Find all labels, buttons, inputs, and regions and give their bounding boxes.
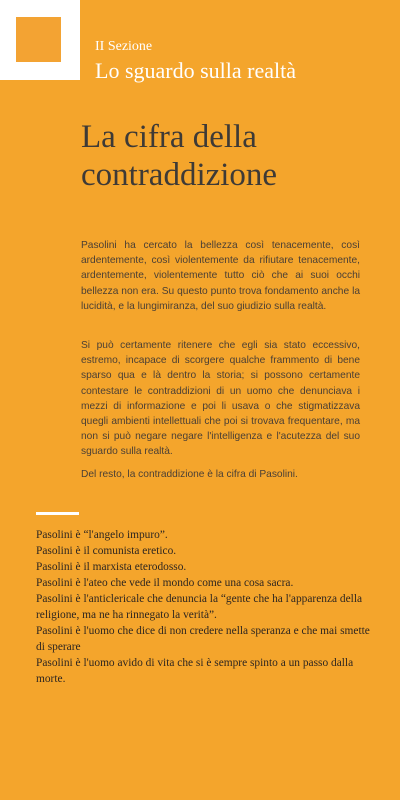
quote-list xyxy=(36,527,376,687)
corner-orange-square xyxy=(16,17,61,62)
section-title: Lo sguardo sulla realtà xyxy=(95,58,296,83)
quote-item: Pasolini è l'uomo che dice di non credere nella speranza e che mai smette di sperare xyxy=(36,625,370,653)
quote-item: Pasolini è “l'angelo impuro”. xyxy=(36,529,168,541)
body-paragraph-3: Del resto, la contraddizione è la cifra di Pasolini. xyxy=(81,469,298,480)
quote-item: Pasolini è il marxista eterodosso. xyxy=(36,561,187,573)
section-label: II Sezione xyxy=(95,39,153,54)
page-title: La cifra della contraddizione xyxy=(81,119,278,193)
body-paragraph-2: Si può certamente ritenere che egli sia stato eccessivo, estremo, incapace di scorgere qualche frammento di bene sparso qua e là dentro la storia; si possono certamente contestare le contraddizioni di un uomo che denunciava i mezzi di informazione e poi li usava o che stigmatizzava quegli ambienti intellettuali che poi si trovava frequentare, ma non si può negare negare l'intelligenza e l'acutezza del suo sguardo sulla realtà. xyxy=(81,340,360,458)
section-divider xyxy=(36,512,79,515)
quote-item: Pasolini è l'ateo che vede il mondo come una cosa sacra. xyxy=(36,577,294,589)
quote-item: Pasolini è l'uomo avido di vita che si è sempre spinto a un passo dalla morte. xyxy=(36,657,354,685)
quote-item: Pasolini è l'anticlericale che denuncia la “gente che ha l'apparenza della religione, ma ne ha rinnegato la verità”. xyxy=(36,593,363,621)
body-paragraph-1: Pasolini ha cercato la bellezza così tenacemente, così ardentemente, così violentemente da rifiutare tenacemente, ardentemente, violentemente tutto ciò che ai suoi occhi bellezza non era. Su questo punto trova fondamento anche la lucidità, e la lungimiranza, del suo giudizio sulla realtà. xyxy=(81,240,360,312)
quote-item: Pasolini è il comunista eretico. xyxy=(36,545,177,557)
